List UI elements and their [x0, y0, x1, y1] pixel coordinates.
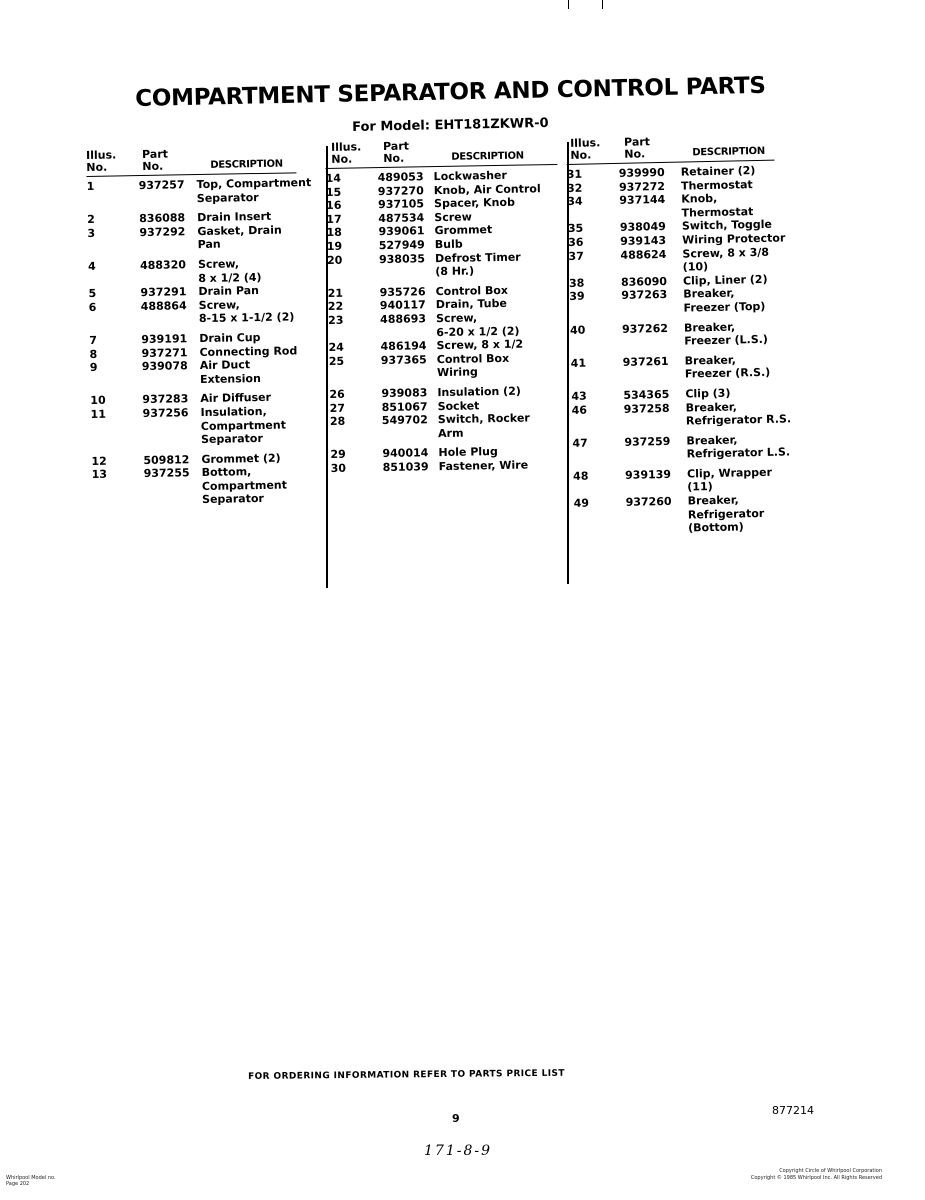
part-number: 937144 [619, 193, 666, 208]
model-footnote: Whirlpool Model no. Page 202 [6, 1175, 56, 1187]
part-row [91, 404, 322, 449]
part-description: Screw, 8 x 1/2 (4) [197, 257, 262, 285]
part-number: 937256 [142, 406, 189, 420]
part-number: 937291 [140, 285, 187, 300]
illus-number: 10 [90, 394, 106, 408]
part-description: Screw, 8 x 1/2 [436, 337, 524, 353]
illus-number: 14 [325, 171, 342, 185]
part-number: 937255 [143, 466, 190, 481]
part-number: 937283 [142, 392, 189, 407]
part-number: 939191 [141, 332, 188, 346]
document-number: 877214 [772, 1104, 814, 1117]
illus-number: 6 [88, 300, 97, 314]
part-row [90, 357, 320, 388]
part-number: 937270 [377, 183, 424, 198]
part-description: Drain Cup [199, 330, 261, 345]
part-description: Screw, 8-15 x 1-1/2 (2) [198, 298, 295, 326]
header-description: DESCRIPTION [210, 158, 283, 171]
part-description: Clip, Wrapper (11) [686, 465, 773, 495]
illus-number: 20 [326, 253, 343, 267]
part-row [87, 223, 317, 254]
header-description: DESCRIPTION [451, 150, 524, 163]
part-number: 851067 [381, 399, 428, 414]
part-row [569, 286, 790, 318]
illus-number: 40 [569, 323, 586, 337]
illus-number: 17 [326, 212, 342, 226]
part-description: Defrost Timer (8 Hr.) [434, 250, 521, 279]
column-header [86, 146, 316, 180]
part-description: Air Diffuser [200, 391, 272, 406]
parts-column-3 [566, 133, 794, 537]
illus-number: 2 [87, 213, 95, 227]
illus-number: 41 [570, 356, 587, 370]
part-number: 851039 [382, 460, 429, 474]
illus-number: 46 [571, 403, 588, 417]
part-description: Grommet [434, 223, 493, 238]
part-number: 488864 [140, 299, 187, 313]
part-description: Air Duct Extension [199, 358, 261, 386]
part-number: 937263 [621, 288, 668, 303]
part-description: Breaker, Refrigerator R.S. [685, 399, 792, 428]
illus-number: 37 [568, 249, 584, 263]
parts-list [87, 176, 323, 509]
part-description: Knob, Thermostat [681, 192, 754, 220]
header-illus: Illus. No. [330, 140, 362, 166]
part-description: Fastener, Wire [438, 458, 529, 473]
illus-number: 32 [566, 181, 583, 195]
part-description: Wiring Protector [682, 231, 786, 247]
part-description: Grommet (2) [201, 451, 281, 466]
illus-number: 5 [88, 287, 97, 301]
scan-marks [568, 0, 608, 10]
header-part: Part No. [623, 135, 651, 161]
part-number: 940014 [382, 446, 429, 461]
header-illus: Illus. No. [569, 136, 601, 162]
illus-number: 16 [325, 198, 342, 213]
part-description: Drain, Tube [435, 297, 508, 312]
header-rule [86, 172, 296, 177]
part-number: 939083 [381, 386, 428, 400]
part-row [571, 352, 792, 384]
part-number: 939139 [624, 467, 672, 482]
part-row [572, 432, 793, 464]
part-number: 937260 [625, 494, 672, 509]
part-description: Connecting Rod [199, 343, 298, 359]
part-number: 937292 [139, 225, 186, 239]
model-subtitle: For Model: EHT181ZKWR-0 [352, 115, 549, 135]
part-description: Switch, Rocker Arm [437, 411, 530, 440]
illus-number: 38 [568, 276, 585, 290]
part-number: 937257 [138, 178, 185, 193]
part-number: 488693 [379, 312, 427, 327]
part-number: 488320 [139, 258, 187, 273]
illus-number: 36 [568, 235, 584, 249]
ordering-info: FOR ORDERING INFORMATION REFER TO PARTS PRICE LIST [248, 1068, 565, 1082]
part-description: Breaker, Refrigerator L.S. [686, 433, 791, 461]
part-description: Breaker, Freezer (R.S.) [684, 353, 771, 381]
illus-number: 49 [573, 496, 590, 510]
part-number: 836090 [620, 274, 668, 289]
part-description: Screw, 8 x 3/8 (10) [682, 245, 770, 274]
part-description: Knob, Air Control [433, 181, 541, 197]
part-row [328, 310, 558, 341]
part-number: 937105 [377, 197, 425, 212]
part-number: 939078 [141, 359, 188, 374]
page-title: COMPARTMENT SEPARATOR AND CONTROL PARTS [135, 72, 766, 112]
illus-number: 28 [329, 414, 346, 429]
part-row [574, 492, 795, 537]
part-description: Screw, 6-20 x 1/2 (2) [435, 311, 520, 339]
illus-number: 7 [89, 333, 98, 347]
part-number: 937258 [623, 401, 670, 416]
illus-number: 26 [329, 387, 345, 401]
part-row [572, 399, 793, 431]
part-description: Bottom, Compartment Separator [201, 465, 288, 507]
illus-number: 27 [329, 401, 346, 415]
part-description: Control Box [435, 283, 509, 298]
illus-number: 13 [91, 467, 108, 482]
part-number: 937262 [621, 321, 669, 336]
illus-number: 22 [327, 300, 344, 314]
part-number: 488624 [620, 247, 667, 262]
header-part: Part No. [382, 139, 410, 165]
column-header [325, 138, 555, 172]
part-number: 489053 [377, 170, 424, 185]
illus-number: 24 [328, 340, 345, 355]
part-description: Screw [434, 210, 472, 224]
part-row [92, 464, 323, 509]
illus-number: 4 [87, 259, 96, 273]
part-number: 940117 [379, 298, 426, 313]
part-description: Control Box Wiring [436, 351, 510, 380]
illus-number: 29 [330, 447, 346, 462]
header-description: DESCRIPTION [692, 145, 765, 159]
illus-number: 19 [326, 239, 343, 253]
part-description: Hole Plug [438, 445, 498, 460]
part-description: Socket [437, 398, 480, 413]
part-number: 939061 [378, 224, 425, 239]
part-row [329, 351, 559, 382]
header-part: Part No. [141, 147, 169, 174]
part-number: 939143 [620, 233, 667, 248]
illus-number: 11 [90, 407, 107, 421]
illus-number: 3 [87, 226, 96, 240]
column-header [566, 133, 787, 168]
parts-column-1 [86, 146, 322, 509]
part-description: Insulation, Compartment Separator [200, 404, 287, 447]
part-number: 938049 [619, 220, 666, 235]
illus-number: 9 [89, 360, 98, 375]
illus-number: 25 [328, 354, 345, 368]
part-description: Retainer (2) [680, 164, 756, 179]
part-number: 549702 [381, 413, 428, 428]
illus-number: 47 [572, 436, 588, 450]
part-number: 937261 [622, 354, 669, 369]
illus-number: 21 [327, 286, 344, 300]
page-number: 9 [452, 1112, 460, 1125]
part-description: Switch, Toggle [681, 218, 773, 233]
part-description: Lockwasher [433, 168, 507, 184]
parts-list [326, 168, 561, 475]
part-number: 935726 [379, 285, 426, 299]
parts-column-2 [325, 138, 561, 475]
part-row [330, 411, 560, 442]
part-description: Thermostat [680, 177, 753, 193]
part-number: 939990 [618, 165, 665, 180]
illus-number: 15 [325, 185, 342, 199]
part-number: 938035 [378, 251, 426, 266]
part-row [327, 250, 557, 281]
part-row [570, 319, 791, 351]
illus-number: 23 [328, 313, 344, 327]
illus-number: 18 [326, 226, 343, 240]
parts-list [567, 163, 795, 537]
part-number: 527949 [378, 238, 425, 253]
illus-number: 48 [572, 469, 589, 483]
illus-number: 1 [86, 179, 95, 193]
part-description: Drain Insert [197, 209, 272, 225]
copyright-notice: Copyright Circle of Whirlpool Corporation Copyright © 1985 Whirlpool Inc. All Rights Reserved [750, 1168, 882, 1181]
illus-number: 35 [567, 222, 584, 236]
part-number: 509812 [143, 452, 190, 467]
part-description: Clip, Liner (2) [682, 272, 768, 288]
part-row [87, 176, 317, 207]
illus-number: 43 [571, 389, 587, 403]
part-description: Breaker, Refrigerator (Bottom) [687, 493, 765, 535]
part-description: Clip (3) [685, 386, 731, 401]
illus-number: 31 [566, 167, 583, 181]
part-description: Bulb [434, 237, 463, 252]
illus-number: 12 [91, 454, 107, 468]
part-description: Gasket, Drain Pan [197, 223, 282, 252]
part-description: Breaker, Freezer (Top) [683, 286, 766, 315]
part-number: 937365 [380, 352, 427, 367]
part-row [331, 458, 561, 476]
part-row [89, 297, 319, 328]
part-description: Spacer, Knob [433, 195, 516, 211]
handwritten-note: 171-8-9 [424, 1143, 492, 1159]
illus-number: 8 [89, 347, 98, 361]
illus-number: 39 [569, 289, 585, 304]
part-number: 836088 [139, 211, 186, 226]
part-number: 937272 [618, 179, 666, 194]
part-description: Top, Compartment Separator [196, 176, 312, 205]
illus-number: 34 [567, 194, 583, 209]
part-number: 534365 [623, 387, 670, 402]
part-number: 937271 [141, 345, 188, 360]
part-row [88, 256, 318, 287]
part-number: 937259 [624, 434, 671, 449]
illus-number: 30 [330, 461, 347, 475]
header-illus: Illus. No. [85, 148, 117, 174]
part-number: 487534 [378, 211, 425, 225]
part-description: Breaker, Freezer (L.S.) [683, 320, 769, 348]
part-number: 486194 [380, 339, 427, 354]
part-description: Drain Pan [198, 284, 260, 299]
part-description: Insulation (2) [437, 384, 521, 399]
